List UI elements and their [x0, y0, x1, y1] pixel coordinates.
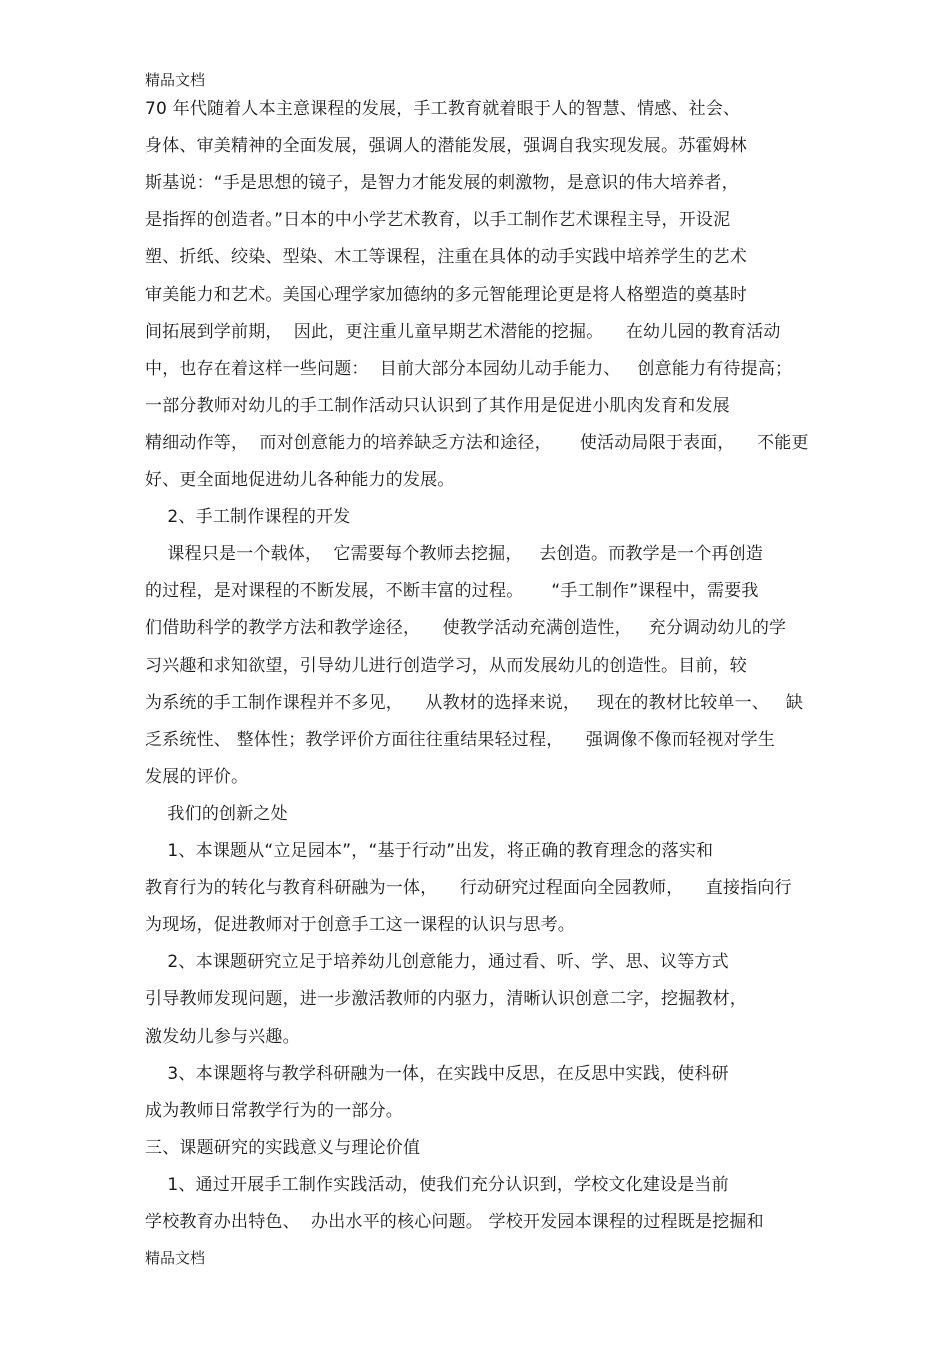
text-line: 好、更全面地促进幼儿各种能力的发展。 — [145, 470, 455, 490]
text-line: 三、课题研究的实践意义与理论价值 — [145, 1138, 421, 1158]
text-line: 3、本课题将与教学科研融为一体，在实践中反思，在反思中实践，使科研 — [145, 1064, 729, 1084]
text-line: 1、本课题从“立足园本”，“基于行动”出发，将正确的教育理念的落实和 — [145, 841, 714, 861]
text-line: 为系统的手工制作课程并不多见， 从教材的选择来说， 现在的教材比较单一、 缺 — [145, 693, 804, 713]
text-line: 激发幼儿参与兴趣。 — [145, 1027, 300, 1047]
text-line: 乏系统性、 整体性；教学评价方面往往重结果轻过程， 强调像不像而轻视对学生 — [145, 730, 776, 750]
text-line: 我们的创新之处 — [145, 804, 288, 824]
page-header: 精品文档 — [145, 71, 206, 89]
text-line: 为现场，促进教师对于创意手工这一课程的认识与思考。 — [145, 915, 575, 935]
text-line: 课程只是一个载体， 它需要每个教师去挖掘， 去创造。而教学是一个再创造 — [145, 544, 764, 564]
text-line: 学校教育办出特色、 办出水平的核心问题。 学校开发园本课程的过程既是挖掘和 — [145, 1212, 764, 1232]
text-line: 习兴趣和求知欲望，引导幼儿进行创造学习，从而发展幼儿的创造性。目前，较 — [145, 656, 747, 676]
text-line: 2、手工制作课程的开发 — [145, 507, 351, 527]
text-line: 中，也存在着这样一些问题： 目前大部分本园幼儿动手能力、 创意能力有待提高； — [145, 359, 793, 379]
text-line: 一部分教师对幼儿的手工制作活动只认识到了其作用是促进小肌肉发育和发展 — [145, 396, 730, 416]
text-line: 间拓展到学前期， 因此，更注重儿童早期艺术潜能的挖掘。 在幼儿园的教育活动 — [145, 322, 781, 342]
page-footer: 精品文档 — [145, 1249, 206, 1267]
text-line: 是指挥的创造者。”日本的中小学艺术教育，以手工制作艺术课程主导，开设泥 — [145, 210, 731, 230]
text-line: 的过程，是对课程的不断发展，不断丰富的过程。 “手工制作”课程中，需要我 — [145, 581, 759, 601]
text-line: 塑、折纸、绞染、型染、木工等课程，注重在具体的动手实践中培养学生的艺术 — [145, 247, 747, 267]
text-line: 精细动作等， 而对创意能力的培养缺乏方法和途径， 使活动局限于表面， 不能更 — [145, 433, 809, 453]
text-line: 身体、审美精神的全面发展，强调人的潜能发展，强调自我实现发展。苏霍姆林 — [145, 136, 747, 156]
text-line: 审美能力和艺术。美国心理学家加德纳的多元智能理论更是将人格塑造的奠基时 — [145, 285, 747, 305]
text-line: 2、本课题研究立足于培养幼儿创意能力，通过看、听、学、思、议等方式 — [145, 952, 729, 972]
text-line: 们借助科学的教学方法和教学途径， 使教学活动充满创造性， 充分调动幼儿的学 — [145, 618, 787, 638]
text-line: 引导教师发现问题，进一步激活教师的内驱力，清晰认识创意二字，挖掘教材， — [145, 989, 747, 1009]
text-line: 教育行为的转化与教育科研融为一体， 行动研究过程面向全园教师， 直接指向行 — [145, 878, 792, 898]
text-line: 成为教师日常教学行为的一部分。 — [145, 1101, 403, 1121]
text-line: 1、通过开展手工制作实践活动，使我们充分认识到，学校文化建设是当前 — [145, 1175, 729, 1195]
text-line: 70 年代随着人本主意课程的发展，手工教育就着眼于人的智慧、情感、社会、 — [145, 99, 741, 119]
text-line: 发展的评价。 — [145, 767, 249, 787]
text-line: 斯基说：“手是思想的镜子，是智力才能发展的刺激物，是意识的伟大培养者， — [145, 173, 739, 193]
